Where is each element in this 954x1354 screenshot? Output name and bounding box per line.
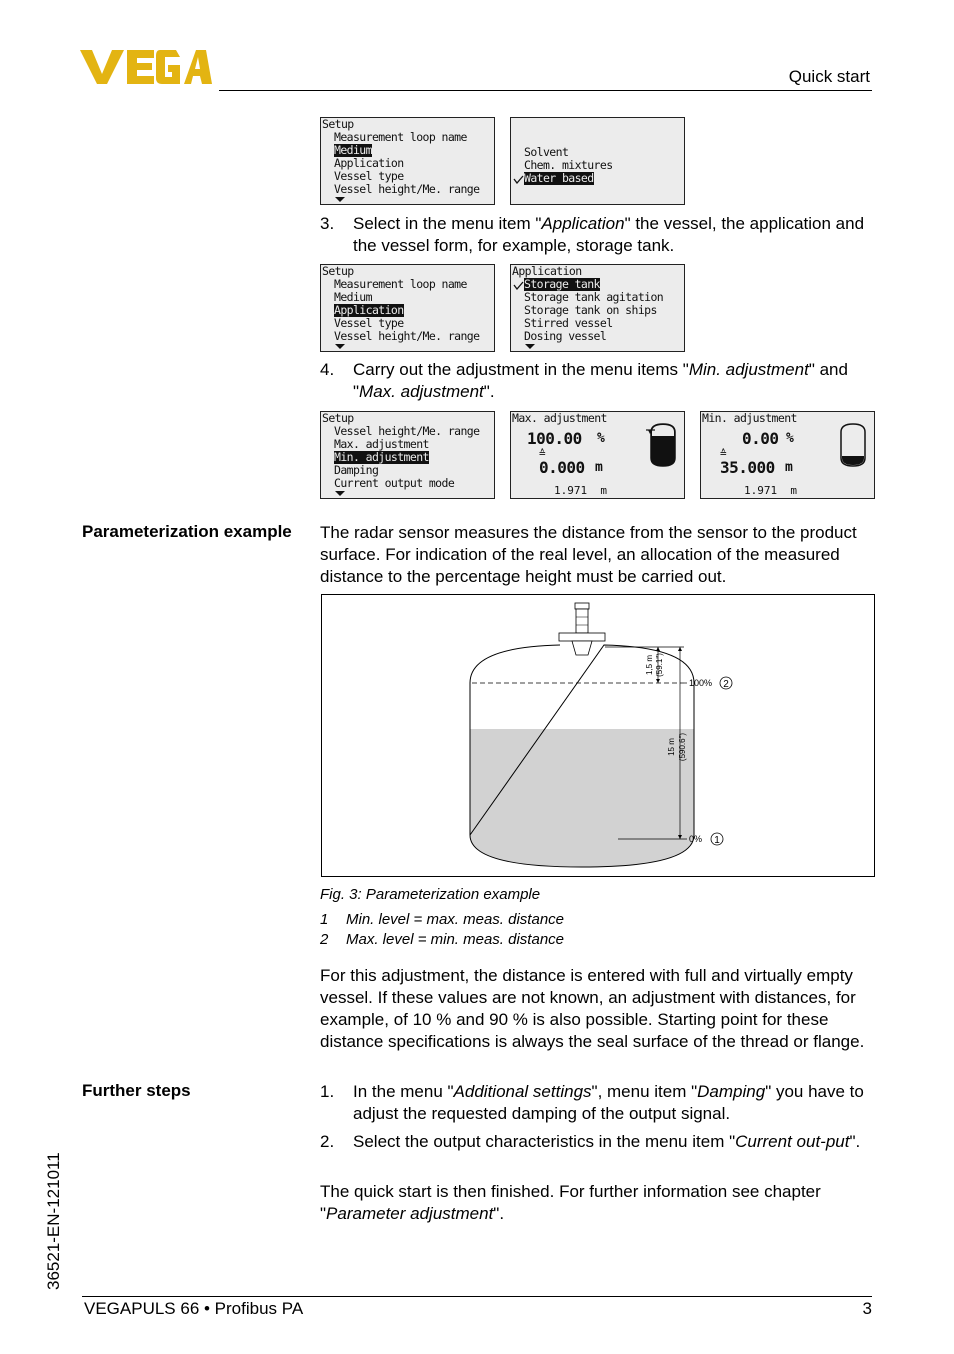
callout-1: 1 — [714, 835, 720, 846]
footer-product: VEGAPULS 66 • Profibus PA — [84, 1299, 304, 1318]
lcd-min-adjustment — [700, 411, 875, 499]
percent-unit: % — [786, 431, 794, 446]
lcd-item: Vessel type — [334, 169, 404, 183]
scroll-down-icon — [335, 491, 345, 496]
checkmark-icon — [513, 281, 524, 290]
scroll-down-icon — [525, 344, 535, 349]
lcd-item: Dosing vessel — [524, 329, 607, 343]
dim-top-imperial-label: (59.1") — [655, 653, 664, 677]
header-rule — [219, 90, 872, 91]
lcd-item-selected: Water based — [524, 171, 594, 185]
dim-main-label: 15 m — [667, 738, 676, 756]
figure-box — [321, 594, 875, 877]
step-number: 4. — [320, 360, 335, 379]
lcd-setup-application — [320, 264, 495, 352]
lcd-medium-options — [510, 117, 685, 205]
lcd-item: Stirred vessel — [524, 316, 613, 330]
lcd-item: Storage tank agitation — [524, 290, 664, 304]
lcd-item: Storage tank on ships — [524, 303, 657, 317]
lcd-item: Measurement loop name — [334, 130, 467, 144]
empty-tank-icon — [835, 420, 871, 468]
full-tank-icon — [645, 420, 681, 468]
step-text: Select in the menu item "Application" the vessel, the application and the vessel form, for example, storage tank. — [353, 214, 865, 255]
legend-text-2: Max. level = min. meas. distance — [346, 931, 565, 948]
parameterization-label: Parameterization example — [82, 522, 292, 541]
legend-num-1: 1 — [320, 911, 329, 928]
lcd-item: Vessel height/Me. range — [334, 329, 480, 343]
page-number: 3 — [862, 1299, 872, 1318]
further-step-2 — [320, 1131, 876, 1177]
vega-logo — [80, 48, 212, 86]
lcd-item-selected: Min. adjustment — [334, 450, 429, 464]
footer-rule — [82, 1296, 872, 1297]
further-steps-label: Further steps — [82, 1081, 191, 1100]
lcd-item: Medium — [334, 290, 372, 304]
lcd-item: Measurement loop name — [334, 277, 467, 291]
lcd-item-selected: Application — [334, 303, 404, 317]
lcd-item: Solvent — [524, 145, 569, 159]
medium-fill — [470, 729, 694, 869]
lcd-title: Min. adjustment — [702, 411, 797, 425]
measured-distance: 1.971 m — [554, 484, 607, 497]
lcd-item-selected: Storage tank — [524, 277, 600, 291]
lcd-setup-medium — [320, 117, 495, 205]
measured-distance: 1.971 m — [744, 484, 797, 497]
dim-top-label: 1,5 m — [645, 654, 654, 676]
lcd-max-adjustment — [510, 411, 685, 499]
scroll-down-icon — [335, 197, 345, 202]
step-number: 3. — [320, 214, 335, 233]
lcd-item: Max. adjustment — [334, 437, 429, 451]
legend-text-1: Min. level = max. meas. distance — [346, 911, 565, 928]
level-0-label: 0% — [689, 834, 703, 844]
distance-unit: m — [595, 460, 603, 475]
level-100-label: 100% — [689, 678, 713, 688]
scroll-down-icon — [335, 344, 345, 349]
equivalent-symbol: ≙ — [539, 447, 546, 460]
further-step-1 — [320, 1081, 876, 1127]
callout-2: 2 — [723, 679, 729, 690]
step-4 — [320, 359, 876, 405]
step-number: 2. — [320, 1132, 335, 1151]
lcd-item-selected: Medium — [334, 143, 372, 157]
dim-main-imperial-label: (590.6") — [678, 732, 687, 762]
parameterization-text: The radar sensor measures the distance from the sensor to the product surface. For indication of the real level, an allocation of the measured distance to the percentage height must be carried out. — [320, 523, 857, 586]
lcd-item: Application — [334, 156, 404, 170]
lcd-item: Damping — [334, 463, 379, 477]
lcd-application-options — [510, 264, 685, 352]
step-text: In the menu "Additional settings", menu item "Damping" you have to adjust the requested damping of the output signal. — [353, 1082, 864, 1123]
section-title: Quick start — [788, 67, 870, 86]
step-3 — [320, 213, 876, 259]
lcd-title: Max. adjustment — [512, 411, 607, 425]
distance-value: 0.000 — [539, 458, 585, 477]
closing-paragraph: The quick start is then finished. For further information see chapter "Parameter adjustment". — [320, 1182, 821, 1223]
lcd-item: Chem. mixtures — [524, 158, 613, 172]
percent-value: 0.00 — [742, 429, 779, 448]
lcd-title: Setup — [322, 264, 354, 278]
step-text: Select the output characteristics in the menu item "Current out-put". — [353, 1132, 861, 1151]
lcd-item: Current output mode — [334, 476, 455, 490]
tank-diagram — [322, 595, 874, 876]
document-id: 36521-EN-121011 — [44, 1152, 63, 1290]
step-text: Carry out the adjustment in the menu items "Min. adjustment" and "Max. adjustment". — [353, 360, 848, 401]
distance-unit: m — [785, 460, 793, 475]
percent-value: 100.00 — [527, 429, 582, 448]
percent-unit: % — [597, 431, 605, 446]
lcd-item: Vessel height/Me. range — [334, 424, 480, 438]
lcd-title: Setup — [322, 117, 354, 131]
adjustment-paragraph: For this adjustment, the distance is entered with full and virtually empty vessel. If these values are not known, an adjustment with distances, for example, of 10 % and 90 % is also possible. Starting point for these distance specifications is always the seal surface of the thread or flange. — [320, 966, 865, 1051]
lcd-item: Vessel type — [334, 316, 404, 330]
lcd-setup-adjustment — [320, 411, 495, 499]
lcd-title: Setup — [322, 411, 354, 425]
lcd-item: Vessel height/Me. range — [334, 182, 480, 196]
step-number: 1. — [320, 1082, 335, 1101]
checkmark-icon — [513, 175, 524, 184]
equivalent-symbol: ≙ — [720, 447, 727, 460]
figure-caption: Fig. 3: Parameterization example — [320, 886, 541, 903]
legend-num-2: 2 — [320, 931, 329, 948]
lcd-title: Application — [512, 264, 582, 278]
distance-value: 35.000 — [720, 458, 775, 477]
